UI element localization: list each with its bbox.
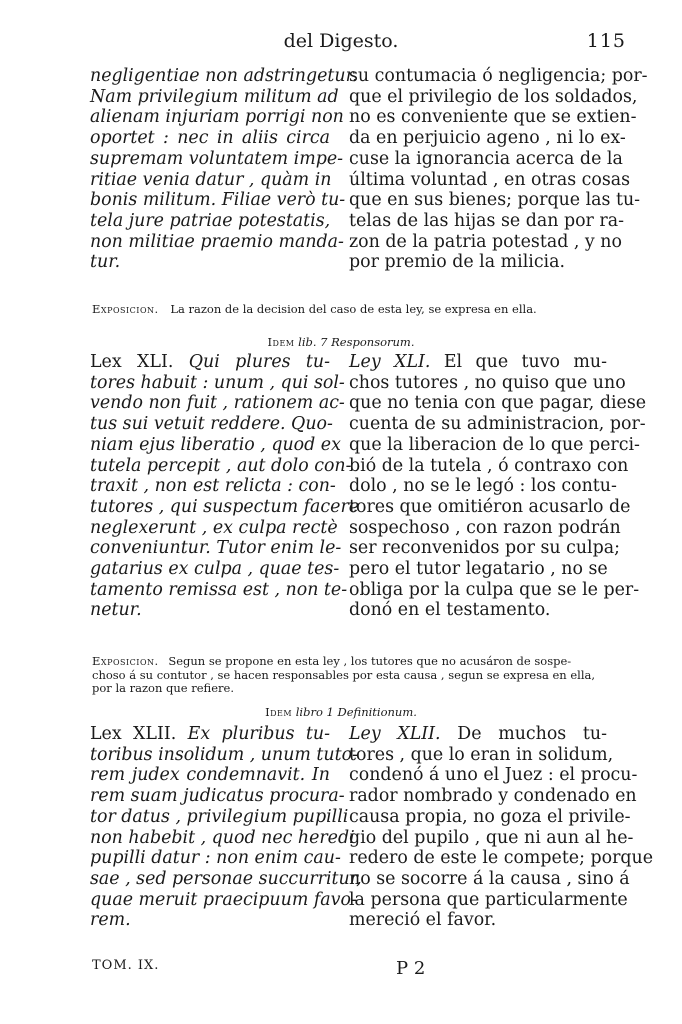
text-line: tamento remissa est , non te- — [90, 579, 348, 600]
law-heading: Lex XLII. — [90, 724, 177, 744]
text-line: tela jure patriae potestatis, — [90, 210, 331, 231]
text-line: bió de la tutela , ó contraxo con — [349, 455, 629, 476]
text-line: Lex XLII. Ex pluribus tu- — [90, 724, 330, 744]
text-line: zon de la patria potestad , y no — [349, 231, 622, 252]
exposicion-line: Segun se propone en esta ley , los tutores que no acusáron de sospe- — [168, 654, 572, 668]
text-line: rem. — [90, 910, 131, 931]
text-line: cuse la ignorancia acerca de la — [349, 148, 623, 169]
law-heading: Ley XLI. — [349, 352, 431, 372]
text-line: niam ejus liberatio , quod ex — [90, 434, 341, 455]
source-idem: Idem — [265, 705, 293, 719]
text-line: no es conveniente que se extien- — [349, 107, 637, 128]
spanish-column-1 — [349, 66, 648, 273]
text-line: supremam voluntatem impe- — [90, 148, 344, 169]
text-line: condenó á uno el Juez : el procu- — [349, 765, 638, 786]
text-line: tus sui vetuit reddere. Quo- — [90, 414, 333, 435]
text-line: tur. — [90, 252, 121, 273]
text-line: chos tutores , no quiso que uno — [349, 372, 626, 393]
source-reference-1 — [0, 335, 682, 349]
text-line: gatarius ex culpa , quae tes- — [90, 559, 340, 580]
text-line: da en perjuicio ageno , ni lo ex- — [349, 128, 626, 149]
page-footer — [0, 958, 682, 982]
text-line: que en sus bienes; porque las tu- — [349, 190, 641, 211]
text-line: que la liberacion de lo que perci- — [349, 434, 640, 455]
text-line: tores , que lo eran in solidum, — [349, 744, 614, 765]
exposicion-1 — [92, 303, 592, 317]
text-line: toribus insolidum , unum tuto- — [90, 744, 358, 765]
signature-mark: P 2 — [396, 958, 426, 979]
text-line: tutores , qui suspectum facere — [90, 496, 360, 517]
text-line: obliga por la culpa que se le per- — [349, 579, 640, 600]
text-line: que el privilegio de los soldados, — [349, 86, 638, 107]
text-line: última voluntad , en otras cosas — [349, 169, 631, 190]
text-line: tores que omitiéron acusarlo de — [349, 496, 631, 517]
text-line: donó en el testamento. — [349, 600, 551, 621]
law-heading: Ley XLII. — [349, 724, 441, 744]
exposicion-label: Exposicion. — [92, 654, 159, 668]
exposicion-line: por la razon que refiere. — [92, 681, 234, 695]
exposicion-label: Exposicion. — [92, 302, 159, 316]
text-line: ser reconvenidos por su culpa; — [349, 538, 620, 559]
text-line: cuenta de su administracion, por- — [349, 414, 646, 435]
text-line: rador nombrado y condenado en — [349, 786, 637, 807]
spanish-column-3 — [349, 724, 654, 931]
text-line: tor datus , privilegium pupilli — [90, 806, 349, 827]
text-line: rem suam judicatus procura- — [90, 786, 345, 807]
page-number: 115 — [586, 30, 626, 52]
text-line: rem judex condemnavit. In — [90, 765, 330, 786]
text-line: por premio de la milicia. — [349, 252, 566, 273]
exposicion-line: choso á su contutor , se hacen responsables por esta causa , segun se expresa en ella, — [92, 667, 596, 682]
text-line: gio del pupilo , que ni aun al he- — [349, 827, 634, 848]
text-line: tutela percepit , aut dolo con- — [90, 455, 352, 476]
running-title: del Digesto. — [283, 30, 399, 52]
text-line: quae meruit praecipuum favo- — [90, 889, 357, 910]
text-line: Lex XLI. Qui plures tu- — [90, 352, 330, 372]
text-line: non militiae praemio manda- — [90, 231, 344, 252]
source-ref: libro 1 Definitionum. — [295, 705, 417, 719]
text-line: pupilli datur : non enim cau- — [90, 848, 341, 869]
volume-mark: TOM. IX. — [92, 958, 160, 973]
text-line: alienam injuriam porrigi non — [90, 107, 344, 128]
source-idem: Idem — [267, 335, 295, 349]
text-line: sospechoso , con razon podrán — [349, 517, 621, 538]
text-line: redero de este le compete; porque — [349, 848, 654, 869]
text-line: telas de las hijas se dan por ra- — [349, 210, 624, 231]
text-line: non habebit , quod nec heredi — [90, 827, 355, 848]
text-line: conveniuntur. Tutor enim le- — [90, 538, 342, 559]
law-heading: Lex XLI. — [90, 352, 174, 372]
text-line: causa propia, no goza el privile- — [349, 806, 631, 827]
text-line: bonis militum. Filiae verò tu- — [90, 190, 346, 211]
text-line: la persona que particularmente — [349, 889, 628, 910]
text-line: su contumacia ó negligencia; por- — [349, 66, 648, 86]
text-line: netur. — [90, 600, 142, 621]
source-ref: lib. 7 Responsorum. — [298, 335, 415, 349]
text-line: neglexerunt , ex culpa rectè — [90, 517, 338, 538]
text-line: que no tenia con que pagar, diese — [349, 393, 647, 414]
text-line: vendo non fuit , rationem ac- — [90, 393, 345, 414]
latin-column-2 — [90, 352, 360, 621]
spanish-column-2 — [349, 352, 647, 621]
text-line: no se socorre á la causa , sino á — [349, 868, 630, 889]
text-line: traxit , non est relicta : con- — [90, 476, 336, 497]
text-line: mereció el favor. — [349, 910, 497, 931]
latin-column-3 — [90, 724, 362, 931]
exposicion-2 — [92, 655, 602, 696]
text-line: Ley XLII. De muchos tu- — [349, 724, 607, 744]
text-line: Nam privilegium militum ad — [90, 86, 339, 107]
text-line: ritiae venia datur , quàm in — [90, 169, 332, 190]
exposicion-text: La razon de la decision del caso de esta ley, se expresa en ella. — [170, 302, 537, 316]
source-reference-2 — [0, 705, 682, 719]
text-line: dolo , no se le legó : los contu- — [349, 476, 617, 497]
text-line: negligentiae non adstringetur. — [90, 66, 358, 86]
text-line: Ley XLI. El que tuvo mu- — [349, 352, 607, 372]
latin-column-1 — [90, 66, 358, 273]
text-line: sae , sed personae succurritur, — [90, 868, 362, 889]
running-head — [0, 30, 682, 56]
text-line: pero el tutor legatario , no se — [349, 559, 608, 580]
text-line: tores habuit : unum , qui sol- — [90, 372, 345, 393]
text-line: oportet : nec in aliis circa — [90, 128, 330, 149]
